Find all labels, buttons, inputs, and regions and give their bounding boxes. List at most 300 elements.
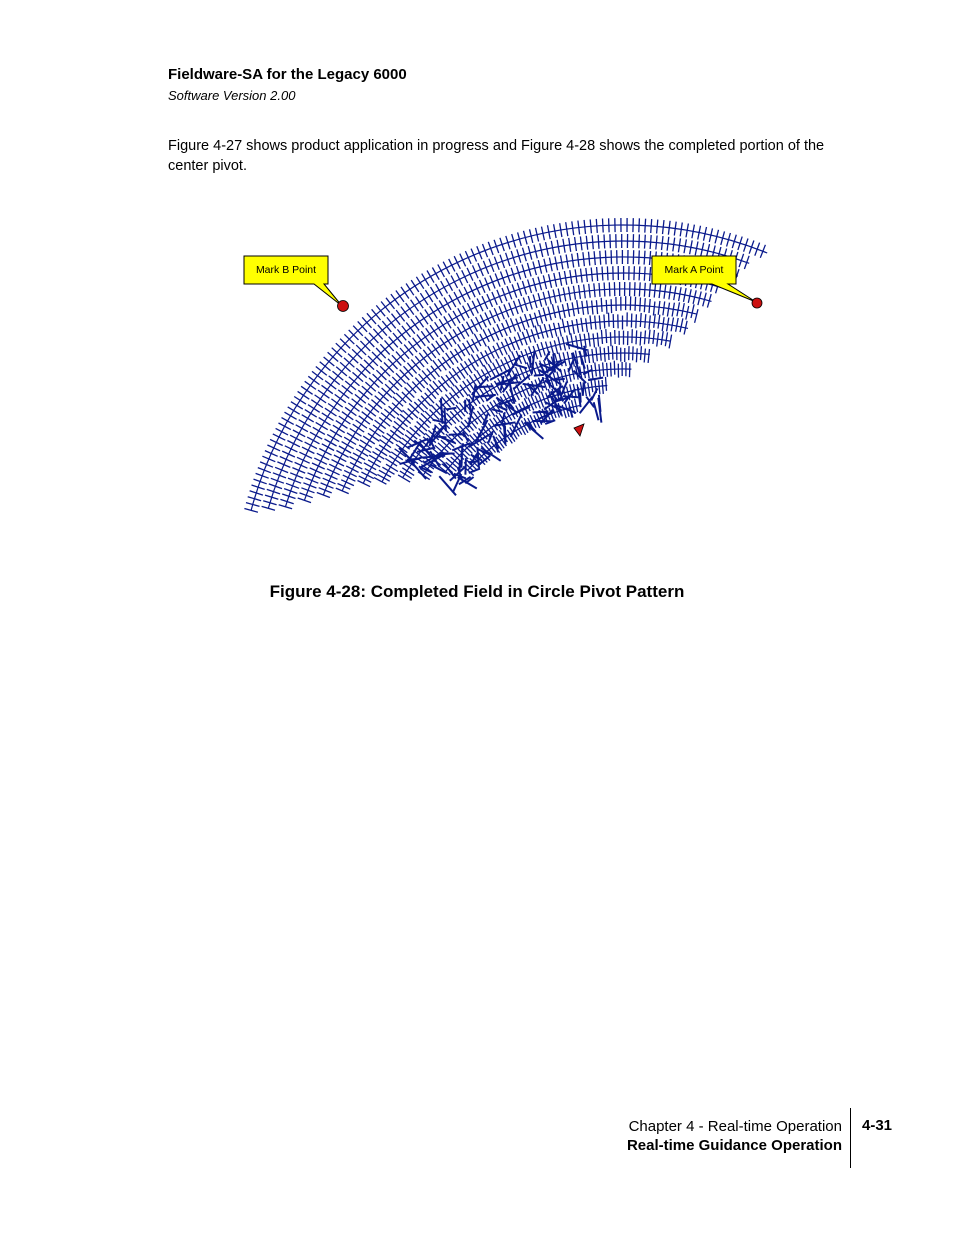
- swath-tick: [291, 402, 303, 409]
- swath-tick: [644, 349, 645, 363]
- swath-tick: [465, 251, 471, 264]
- swath-tick: [322, 413, 334, 421]
- swath-tick: [273, 434, 286, 440]
- swath-tick: [454, 292, 461, 304]
- swath-tick: [588, 333, 590, 347]
- swath-arc: [323, 289, 711, 495]
- swath-tick: [636, 330, 637, 344]
- swath-tick: [462, 324, 469, 336]
- swath-tick: [489, 259, 494, 272]
- swath-tick: [305, 410, 317, 418]
- swath-tick: [602, 380, 603, 394]
- swath-tick: [594, 251, 595, 265]
- swath-tick: [480, 315, 486, 328]
- swath-tick: [589, 252, 590, 266]
- swath-tick: [657, 220, 658, 234]
- swath-tick: [332, 460, 345, 466]
- swath-tick: [578, 221, 580, 235]
- swath-tick: [609, 282, 610, 296]
- swath-tick: [308, 405, 320, 413]
- swath-tick: [645, 314, 646, 328]
- swath-tick: [577, 253, 579, 267]
- swath-tick: [336, 367, 347, 376]
- swath-tick: [416, 277, 423, 289]
- swath-tick: [301, 386, 313, 394]
- swath-tick: [640, 332, 641, 346]
- swath-tick: [296, 425, 308, 432]
- swath-tick: [322, 385, 333, 393]
- swath-tick: [439, 301, 446, 313]
- swath-tick: [425, 310, 433, 322]
- swath-tick: [285, 446, 298, 452]
- swath-overlap-mark: [438, 453, 453, 454]
- swath-tick: [454, 256, 460, 269]
- swath-tick: [592, 349, 594, 363]
- swath-tick: [667, 303, 669, 317]
- swath-tick: [325, 474, 338, 480]
- swath-tick: [396, 291, 404, 302]
- swath-tick: [482, 296, 488, 309]
- swath-tick: [606, 329, 607, 343]
- swath-overlap-mark: [588, 378, 603, 381]
- swath-tick: [341, 480, 354, 486]
- swath-tick: [430, 325, 438, 337]
- swath-tick: [760, 245, 765, 258]
- swath-tick: [599, 380, 600, 394]
- swath-tick: [387, 317, 396, 328]
- swath-tick: [635, 282, 636, 296]
- swath-tick: [588, 349, 590, 363]
- swath-tick: [604, 315, 605, 329]
- swath-tick: [494, 308, 500, 321]
- swath-tick: [610, 332, 611, 346]
- swath-tick: [644, 330, 645, 344]
- swath-tick: [290, 435, 302, 442]
- swath-tick: [325, 439, 337, 446]
- swath-tick: [653, 302, 655, 316]
- swath-tick: [471, 249, 476, 262]
- swath-tick: [658, 301, 660, 315]
- swath-tick: [316, 422, 328, 429]
- swath-tick: [302, 447, 314, 453]
- swath-tick: [562, 319, 565, 333]
- page-footer: [627, 1117, 842, 1155]
- swath-tick: [663, 301, 665, 315]
- swath-tick: [438, 443, 448, 452]
- swath-tick: [595, 316, 596, 330]
- swath-tick: [344, 437, 356, 444]
- swath-tick: [583, 252, 585, 266]
- swath-overlap-mark: [439, 476, 456, 495]
- swath-tick: [586, 318, 588, 332]
- swath-tick: [604, 235, 605, 249]
- swath-tick: [650, 267, 651, 281]
- swath-tick: [420, 293, 428, 305]
- swath-tick: [663, 220, 665, 234]
- swath-tick: [534, 313, 538, 327]
- swath-tick: [416, 316, 424, 328]
- swath-tick: [601, 330, 602, 344]
- swath-overlap-mark: [534, 375, 544, 376]
- swath-tick: [599, 364, 600, 378]
- swath-tick: [334, 455, 346, 462]
- swath-tick: [449, 259, 455, 272]
- swath-tick: [640, 298, 641, 312]
- swath-tick: [378, 325, 387, 336]
- swath-tick: [325, 408, 337, 416]
- swath-tick: [581, 269, 583, 283]
- swath-tick: [671, 318, 673, 332]
- swath-tick: [473, 412, 481, 423]
- swath-tick: [636, 348, 637, 362]
- swath-tick: [695, 309, 698, 323]
- swath-overlap-mark: [476, 386, 493, 387]
- swath-tick: [342, 385, 353, 394]
- swath-tick: [607, 363, 608, 377]
- swath-tick: [313, 427, 325, 434]
- swath-tick: [297, 457, 310, 463]
- swath-tick: [432, 268, 439, 280]
- swath-tick: [599, 283, 600, 297]
- swath-overlap-mark: [583, 382, 584, 396]
- swath-tick: [422, 274, 429, 286]
- swath-overlap-mark: [578, 387, 581, 407]
- swath-tick: [594, 283, 595, 297]
- swath-tick: [329, 376, 340, 385]
- swath-tick: [600, 251, 601, 265]
- swath-tick: [270, 439, 283, 445]
- vehicle-position-icon: [574, 424, 584, 436]
- swath-tick: [280, 457, 293, 463]
- swath-tick: [478, 263, 483, 276]
- swath-tick: [391, 294, 399, 305]
- swath-tick: [653, 330, 655, 344]
- swath-tick: [601, 298, 602, 312]
- swath-tick: [504, 304, 509, 317]
- page-number: 4-31: [862, 1117, 893, 1134]
- swath-tick: [396, 310, 404, 321]
- coverage-map: [228, 210, 788, 562]
- swath-tick: [392, 314, 401, 325]
- document-title: Fieldware-SA for the Legacy 6000: [168, 66, 407, 83]
- swath-tick: [602, 267, 603, 281]
- software-version: Software Version 2.00: [168, 88, 296, 103]
- swath-tick: [345, 381, 356, 390]
- swath-tick: [477, 246, 482, 259]
- swath-tick: [318, 390, 329, 398]
- swath-tick: [472, 301, 478, 314]
- swath-tick: [331, 399, 342, 407]
- swath-tick: [406, 303, 414, 315]
- swath-tick: [590, 315, 592, 329]
- swath-tick: [342, 412, 353, 420]
- swath-tick: [308, 473, 321, 479]
- swath-tick: [299, 420, 311, 427]
- swath-tick: [342, 442, 354, 449]
- swath-tick: [665, 332, 667, 346]
- swath-tick: [372, 309, 381, 320]
- swath-tick: [488, 329, 494, 342]
- swath-tick: [262, 456, 275, 462]
- swath-tick: [303, 483, 316, 488]
- swath-tick: [310, 432, 322, 439]
- swath-tick: [654, 284, 655, 298]
- swath-overlap-mark: [580, 397, 593, 413]
- swath-tick: [589, 284, 591, 298]
- swath-tick: [431, 287, 438, 299]
- swath-overlap-mark: [533, 411, 549, 412]
- swath-tick: [324, 357, 335, 366]
- swath-tick: [338, 390, 349, 399]
- swath-tick: [386, 298, 395, 309]
- swath-tick: [575, 398, 578, 412]
- swath-tick: [667, 237, 669, 251]
- swath-tick: [288, 407, 300, 414]
- swath-tick: [657, 333, 659, 347]
- swath-tick: [605, 250, 606, 264]
- swath-tick: [680, 318, 683, 332]
- swath-tick: [336, 488, 349, 494]
- swath-tick: [516, 319, 521, 332]
- swath-tick: [572, 320, 574, 334]
- swath-tick: [406, 284, 414, 296]
- swath-tick: [333, 371, 344, 380]
- swath-tick: [581, 318, 583, 332]
- swath-tick: [471, 319, 478, 331]
- swath-tick: [401, 287, 409, 299]
- swath-overlap-mark: [563, 396, 579, 397]
- swath-tick: [330, 430, 342, 437]
- swath-tick: [436, 284, 443, 296]
- swath-tick: [633, 346, 634, 360]
- swath-tick: [323, 478, 336, 484]
- swath-tick: [651, 219, 652, 233]
- swath-tick: [611, 299, 612, 313]
- swath-tick: [267, 445, 280, 451]
- swath-tick: [497, 290, 502, 303]
- swath-tick: [276, 428, 288, 435]
- swath-tick: [480, 280, 486, 293]
- swath-tick: [439, 319, 447, 331]
- swath-tick: [344, 470, 357, 476]
- swath-arc: [342, 305, 697, 491]
- swath-tick: [584, 220, 585, 234]
- swath-tick: [411, 280, 419, 292]
- coverage-map-figure: [228, 210, 788, 562]
- mark-b-label: Mark B Point: [255, 264, 317, 276]
- swath-tick: [312, 463, 325, 469]
- mark-b-point-marker: [338, 301, 349, 312]
- swath-tick: [644, 251, 645, 265]
- swath-overlap-mark: [469, 469, 480, 473]
- swath-tick: [293, 430, 305, 437]
- swath-overlap-mark: [465, 458, 466, 475]
- swath-tick: [275, 467, 288, 472]
- swath-tick: [333, 425, 345, 433]
- swath-tick: [401, 307, 409, 318]
- swath-tick: [441, 281, 448, 293]
- swath-tick: [460, 254, 466, 267]
- swath-tick: [310, 468, 323, 474]
- swath-tick: [572, 366, 575, 380]
- swath-tick: [312, 371, 323, 380]
- swath-tick: [458, 308, 465, 320]
- swath-tick: [485, 278, 490, 291]
- swath-tick: [604, 283, 605, 297]
- swath-tick: [290, 473, 303, 478]
- swath-tick: [277, 462, 290, 468]
- swath-tick: [603, 219, 604, 233]
- swath-tick: [456, 405, 465, 416]
- swath-tick: [644, 267, 645, 281]
- swath-tick: [317, 453, 329, 459]
- swath-tick: [393, 333, 402, 344]
- swath-overlap-mark: [491, 409, 502, 412]
- swath-tick: [453, 329, 460, 341]
- swath-overlap-mark: [530, 356, 531, 368]
- swath-tick: [644, 283, 645, 297]
- swath-tick: [686, 306, 689, 320]
- swath-tick: [473, 265, 479, 278]
- swath-tick: [467, 268, 473, 281]
- swath-tick: [483, 261, 488, 274]
- swath-tick: [456, 273, 462, 286]
- swath-tick: [582, 301, 584, 315]
- swath-tick: [591, 365, 593, 379]
- swath-tick: [648, 349, 649, 363]
- swath-tick: [302, 415, 314, 422]
- swath-overlap-mark: [444, 408, 446, 431]
- swath-tick: [614, 361, 615, 375]
- swath-tick: [492, 292, 497, 305]
- swath-tick: [591, 268, 592, 282]
- swath-tick: [611, 363, 612, 377]
- swath-tick: [328, 404, 340, 412]
- footer-section: Real-time Guidance Operation: [626, 1137, 842, 1154]
- swath-tick: [327, 434, 339, 441]
- swath-tick: [596, 300, 597, 314]
- footer-chapter: Chapter 4 - Real-time Operation: [628, 1118, 842, 1135]
- swath-tick: [580, 236, 582, 250]
- swath-tick: [596, 347, 597, 361]
- swath-tick: [609, 218, 610, 232]
- swath-tick: [552, 304, 555, 318]
- swath-tick: [691, 304, 694, 318]
- swath-tick: [430, 306, 438, 318]
- swath-tick: [558, 337, 561, 351]
- swath-tick: [550, 342, 554, 356]
- swath-tick: [411, 319, 419, 330]
- swath-tick: [596, 219, 597, 233]
- swath-tick: [382, 321, 391, 332]
- swath-tick: [464, 287, 470, 300]
- swath-tick: [402, 326, 411, 337]
- swath-tick: [288, 478, 301, 483]
- swath-tick: [282, 418, 294, 425]
- swath-tick: [592, 235, 593, 249]
- swath-tick: [336, 421, 348, 429]
- swath-tick: [420, 313, 428, 325]
- swath-tick: [462, 270, 468, 283]
- swath-tick: [634, 266, 635, 280]
- swath-tick: [453, 311, 460, 323]
- swath-tick: [459, 290, 465, 303]
- swath-tick: [316, 367, 327, 376]
- swath-tick: [282, 451, 295, 457]
- swath-tick: [469, 285, 475, 298]
- swath-tick: [635, 297, 636, 311]
- swath-tick: [577, 300, 579, 314]
- swath-tick: [586, 236, 587, 250]
- body-paragraph: Figure 4-27 shows product application in progress and Figure 4-28 shows the completed portion of the center pivot.: [168, 138, 825, 174]
- swath-tick: [339, 446, 351, 453]
- swath-tick: [273, 473, 286, 478]
- swath-tick: [590, 219, 591, 233]
- swath-tick: [416, 297, 424, 309]
- swath-tick: [584, 334, 586, 348]
- swath-tick: [654, 314, 656, 328]
- swath-tick: [593, 334, 595, 348]
- swath-tick: [287, 441, 300, 447]
- swath-tick: [389, 337, 398, 348]
- swath-tick: [493, 418, 501, 430]
- swath-overlap-mark: [469, 399, 471, 413]
- swath-tick: [645, 235, 646, 249]
- swath-tick: [467, 303, 473, 316]
- swath-tick: [575, 237, 577, 251]
- swath-tick: [451, 276, 457, 288]
- swath-tick: [314, 458, 327, 464]
- swath-tick: [443, 262, 449, 274]
- swath-tick: [609, 313, 610, 327]
- swath-tick: [608, 346, 609, 360]
- swath-tick: [661, 331, 663, 345]
- swath-tick: [610, 234, 611, 248]
- swath-tick: [641, 346, 642, 360]
- swath-tick: [659, 284, 661, 298]
- swath-tick: [649, 283, 650, 297]
- swath-tick: [299, 452, 312, 458]
- swath-tick: [397, 329, 406, 340]
- swath-tick: [650, 251, 651, 265]
- swath-tick: [656, 236, 657, 250]
- swath-tick: [305, 381, 316, 389]
- swath-tick: [664, 285, 666, 299]
- swath-tick: [467, 322, 474, 334]
- swath-tick: [292, 468, 305, 474]
- swath-tick: [307, 437, 319, 444]
- swath-tick: [279, 423, 291, 430]
- swath-tick: [649, 315, 650, 329]
- swath-tick: [576, 319, 578, 333]
- swath-tick: [349, 377, 360, 386]
- swath-tick: [265, 451, 278, 457]
- figure-caption: Figure 4-28: Completed Field in Circle Pivot Pattern: [269, 582, 685, 601]
- swath-tick: [474, 334, 481, 346]
- swath-tick: [607, 266, 608, 280]
- swath-tick: [658, 315, 660, 329]
- footer-divider: [850, 1108, 851, 1168]
- swath-tick: [584, 284, 586, 298]
- swath-tick: [649, 330, 650, 344]
- swath-tick: [298, 391, 310, 399]
- swath-tick: [639, 234, 640, 248]
- swath-tick: [321, 483, 334, 488]
- swath-tick: [514, 337, 519, 350]
- swath-tick: [592, 301, 593, 315]
- mark-a-point-marker: [752, 298, 762, 308]
- swath-tick: [320, 362, 331, 371]
